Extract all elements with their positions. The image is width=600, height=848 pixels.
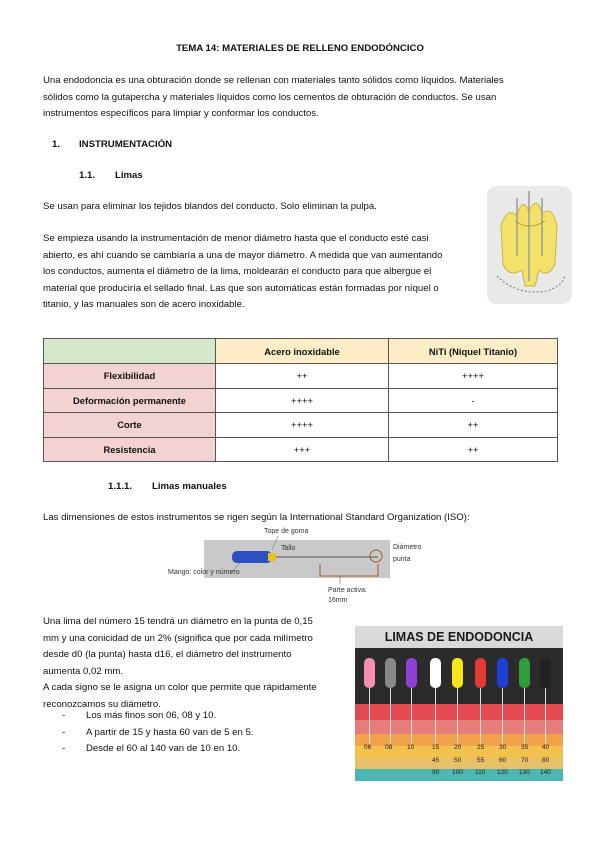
handle-08 (385, 658, 396, 744)
chart-number: 55 (477, 757, 485, 764)
handle-10 (406, 658, 417, 744)
lima15-line: Una lima del número 15 tendrá un diámetro en la punta de 0,15 (43, 616, 313, 627)
tooth-files-image (487, 186, 572, 304)
label-parte: Parte activa: (328, 587, 367, 594)
subsection-heading: Limas (115, 170, 143, 181)
table-row (44, 413, 558, 438)
subsection-number: 1.1. (79, 170, 96, 181)
table-row-label: Flexibilidad (44, 364, 216, 389)
label-mango: Mango: color y número (168, 569, 240, 576)
iso-paragraph: Las dimensiones de estos instrumentos se rigen según la International Standard Organization (ISO): (43, 512, 470, 523)
limas-paragraph-1: Se usan para eliminar los tejidos blandos del conducto. Solo eliminan la pulpa. (43, 201, 377, 212)
lima15-line: A cada signo se le asigna un color que permite que rápidamente (43, 682, 317, 693)
page-title: TEMA 14: MATERIALES DE RELLENO ENDODÓNCICO (176, 43, 424, 54)
chart-number: 130 (519, 769, 530, 776)
intro-line: instrumentos específicos para limpiar y conformar los conductos. (43, 108, 319, 119)
handle-25 (475, 658, 486, 744)
chart-number: 90 (432, 769, 440, 776)
list-item: - A partir de 15 y hasta 60 van de 5 en 5. (62, 726, 254, 738)
table-header-cell: Acero inoxidable (216, 339, 389, 364)
chart-row-3 (355, 769, 563, 780)
chart-number: 06 (364, 744, 372, 751)
limas-line: Se empieza usando la instrumentación de menor diámetro hasta que el conducto esté casi (43, 233, 429, 244)
chart-title: LIMAS DE ENDODONCIA (355, 626, 563, 648)
file-color-chart (355, 626, 563, 781)
intro-paragraph (43, 73, 563, 123)
chart-row-2 (355, 757, 563, 768)
chart-number: 140 (540, 769, 551, 776)
lima15-paragraph (43, 614, 353, 713)
table-header-cell: NiTi (Níquel Titanio) (389, 339, 558, 364)
table-cell: ++++ (216, 413, 389, 438)
list-item: - Desde el 60 al 140 van de 10 en 10. (62, 743, 241, 754)
table-row-label: Deformación permanente (44, 388, 216, 413)
label-tope: Tope de goma (264, 528, 309, 535)
tooth-illustration (487, 186, 572, 304)
section-number: 1. (52, 139, 61, 150)
file-diagram (168, 526, 430, 608)
table-row (44, 388, 558, 413)
table-cell: ++ (389, 437, 558, 462)
handle-40 (540, 658, 551, 744)
intro-line: Una endodoncia es una obturación donde se rellenan con materiales tanto sólidos como líquidos. Materiales (43, 75, 504, 86)
chart-number: 70 (521, 757, 529, 764)
limas-paragraph-2 (43, 231, 483, 314)
chart-number: 50 (454, 757, 462, 764)
chart-number: 25 (477, 744, 485, 751)
table-cell: - (389, 388, 558, 413)
label-diametro: Diámetro (393, 544, 422, 551)
handle-06 (364, 658, 375, 744)
chart-number: 80 (542, 757, 550, 764)
handle-15 (430, 658, 441, 744)
chart-number: 100 (452, 769, 463, 776)
chart-number: 40 (542, 744, 550, 751)
chart-number: 15 (432, 744, 440, 751)
lima15-line: desde d0 (la punta) hasta d16, el diámetro del instrumento (43, 649, 292, 660)
subsubsection-number: 1.1.1. (108, 481, 133, 492)
bullet-list (62, 708, 253, 758)
table-cell: ++++ (389, 364, 558, 389)
list-item: - Los más finos son 06, 08 y 10. (62, 710, 217, 721)
chart-number: 35 (521, 744, 529, 751)
table-cell: ++++ (216, 388, 389, 413)
limas-line: abierto, es ahí cuando se cambiaría a una de mayor diámetro. A medida que van aumentando (43, 249, 443, 261)
lima15-line: aumenta 0,02 mm. (43, 665, 123, 677)
chart-number: 45 (432, 757, 440, 764)
table-row-label: Corte (44, 413, 216, 438)
table-cell: ++ (216, 364, 389, 389)
handle-20 (452, 658, 463, 744)
label-tallo: Tallo (281, 545, 296, 552)
table-row-label: Resistencia (44, 437, 216, 462)
table-cell: ++ (389, 413, 558, 438)
chart-number: 20 (454, 744, 462, 751)
chart-number: 08 (385, 744, 393, 751)
limas-line: los conductos, aumenta el diámetro de la lima, moldearán el conducto para que albergue el (43, 266, 432, 277)
chart-number: 60 (499, 757, 507, 764)
chart-number: 110 (475, 769, 486, 776)
label-punta: punta (393, 556, 411, 563)
subsubsection-heading: Limas manuales (152, 481, 227, 492)
handle-30 (497, 658, 508, 744)
lima15-line: mm y una conicidad de un 2% (significa que por cada milímetro (43, 632, 313, 644)
intro-line: sólidos como la gutapercha y materiales líquidos como los cementos de obturación de conductos. Se usan (43, 91, 497, 103)
table-row (44, 437, 558, 462)
chart-number: 30 (499, 744, 507, 751)
chart-row-1 (355, 744, 563, 756)
table-header-row (44, 339, 558, 364)
comparison-table (43, 338, 558, 462)
limas-line: material que produciría el sellado final. Las que son automáticas están formadas por níquel o (43, 282, 439, 294)
chart-number: 10 (407, 744, 415, 751)
table-row (44, 364, 558, 389)
label-parte-len: 16mm (328, 597, 348, 604)
file-diagram-illustration (200, 526, 430, 608)
section-heading: INSTRUMENTACIÓN (79, 139, 173, 150)
table-cell: +++ (216, 437, 389, 462)
table-header-cell (44, 339, 216, 364)
limas-line: titanio, y las manuales son de acero inoxidable. (43, 299, 245, 310)
chart-number: 120 (497, 769, 508, 776)
lima15-line: reconozcamos su diámetro. (43, 698, 161, 710)
handle-35 (519, 658, 530, 744)
